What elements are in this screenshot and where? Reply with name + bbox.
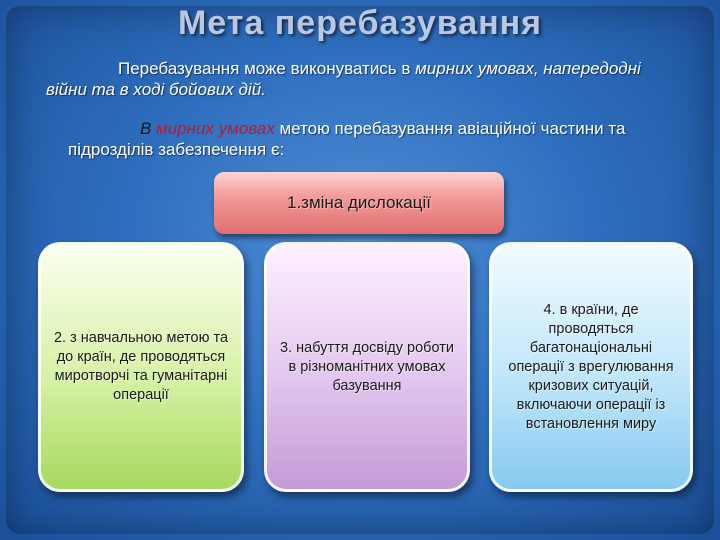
purpose-paragraph	[68, 118, 688, 160]
item-experience-label: 3. набуття досвіду роботи в різноманітних умовах базування	[280, 339, 454, 394]
item-multinational-card	[489, 242, 693, 492]
item-peacekeeping-card	[38, 242, 244, 492]
intro-paragraph	[46, 58, 686, 100]
slide-title: Мета перебазування	[177, 4, 543, 42]
purpose-lead-in: В	[140, 119, 157, 138]
item-experience-card	[264, 242, 470, 492]
intro-emphasis: мирних умовах	[415, 59, 534, 78]
purpose-rest: метою перебазування авіаційної частини та підрозділів забезпечення є:	[68, 119, 626, 159]
item-peacekeeping-label: 2. з навчальною метою та до країн, де проводяться миротворчі та гуманітарні операції	[53, 330, 229, 403]
item-relocation-label: 1.зміна дислокації	[287, 193, 431, 212]
purpose-highlight: мирних умовах	[156, 119, 275, 138]
item-multinational-label: 4. в країни, де проводяться багатонаціональні операції з врегулювання кризових ситуацій, включаючи операції із встановлення миру	[508, 301, 674, 432]
intro-text-part2: , напередодні війни та в ході бойових дій.	[46, 59, 641, 99]
item-relocation-box	[214, 172, 504, 234]
intro-text-part1: Перебазування може виконуватись в	[118, 59, 416, 78]
